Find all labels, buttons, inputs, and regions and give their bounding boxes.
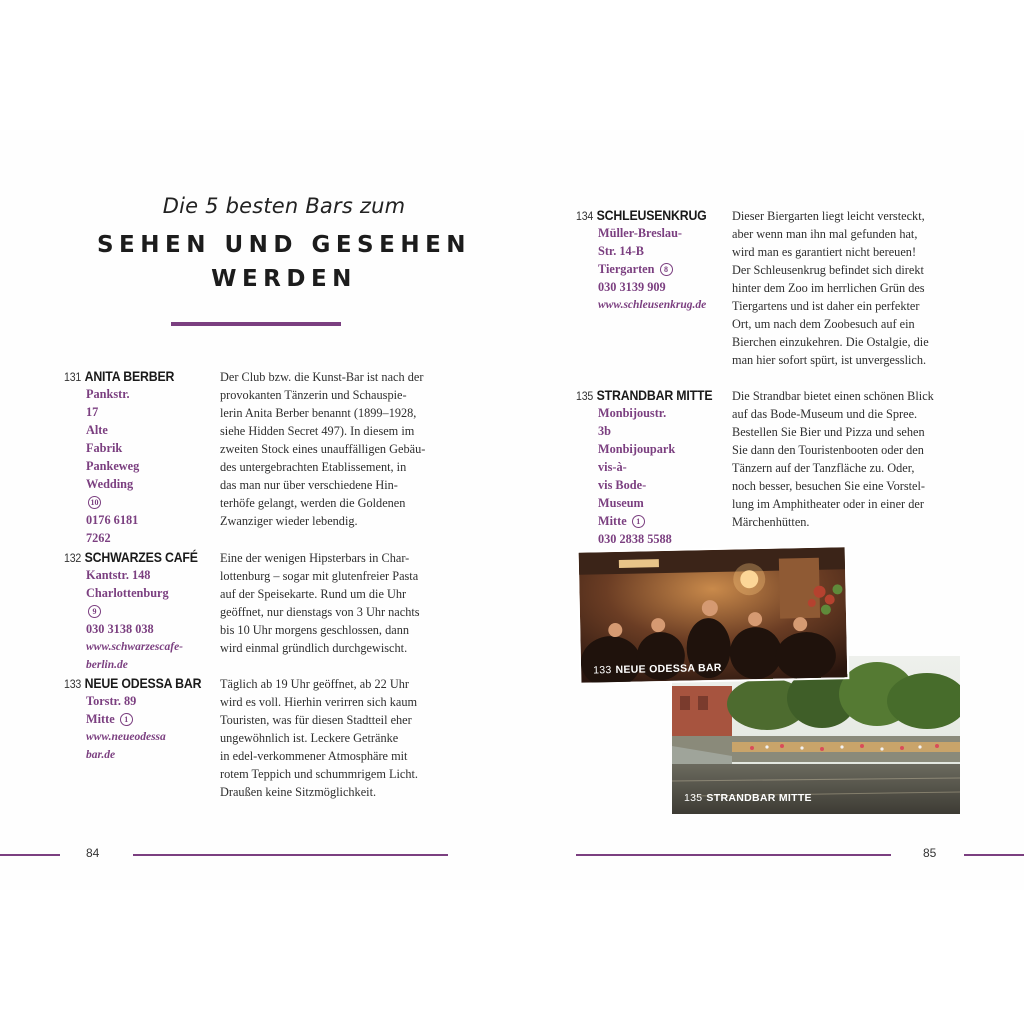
district: Tiergarten xyxy=(598,262,655,276)
heading-title-line: WERDEN xyxy=(211,266,357,292)
entry-name: SCHLEUSENKRUG xyxy=(596,207,707,223)
phone: 030 3139 909 xyxy=(598,280,666,294)
entry-address xyxy=(86,385,139,547)
district-map-marker: 10 xyxy=(88,496,101,509)
description-line: Täglich ab 19 Uhr geöffnet, ab 22 Uhr xyxy=(220,677,409,691)
entry-heading xyxy=(64,368,174,384)
entry-description xyxy=(220,368,460,530)
website-link[interactable]: bar.de xyxy=(86,749,116,761)
description-line: Sie dann den Touristenbooten oder den xyxy=(732,443,924,457)
left-page xyxy=(0,130,512,890)
district-line xyxy=(86,710,166,728)
description-line: bis 10 Uhr morgens geschlossen, dann xyxy=(220,623,409,637)
district: Mitte xyxy=(86,712,115,726)
description-line: Ort, um nach dem Zoobesuch auf ein xyxy=(732,317,915,331)
entry-address xyxy=(86,566,183,674)
description-line: Draußen keine Sitzmöglichkeit. xyxy=(220,785,377,799)
entry-number: 132 xyxy=(64,551,82,565)
description-line: auf der Speisekarte. Rund um die Uhr xyxy=(220,587,407,601)
footer-rule xyxy=(133,854,448,856)
entry-description xyxy=(220,549,460,657)
right-page xyxy=(512,130,1024,890)
address-line: vis Bode-Museum xyxy=(598,478,647,510)
caption-label: STRANDBAR MITTE xyxy=(706,792,812,804)
caption-number: 135 xyxy=(684,792,703,804)
district-line xyxy=(86,584,183,620)
description-line: Eine der wenigen Hipsterbars in Char- xyxy=(220,551,410,565)
description-line: Tiergartens und ist daher ein perfekter xyxy=(732,299,920,313)
entry-address xyxy=(598,224,706,314)
caption-label: NEUE ODESSA BAR xyxy=(615,661,722,677)
description-line: lottenburg – sogar mit glutenfreier Pasta xyxy=(220,569,419,583)
website-link[interactable]: berlin.de xyxy=(86,659,128,671)
district-line xyxy=(86,475,139,511)
heading-title xyxy=(60,228,508,296)
entry-description xyxy=(732,387,972,531)
entry-heading xyxy=(64,549,198,565)
description-line: wird man es garantiert nicht bereuen! xyxy=(732,245,917,259)
entry-name: NEUE ODESSA BAR xyxy=(84,675,202,691)
address-line: Str. 14-B xyxy=(598,244,645,258)
description-line: lung im Amphitheater oder in einer der xyxy=(732,497,924,511)
description-line: aber wenn man ihn mal gefunden hat, xyxy=(732,227,918,241)
phone: 0176 6181 7262 xyxy=(86,513,139,545)
heading-title-line: SEHEN UND GESEHEN xyxy=(96,232,472,258)
address-line: Monbijoustr. 3b xyxy=(598,406,667,438)
description-line: Tänzern auf der Tanzfläche zu. Oder, xyxy=(732,461,915,475)
entry-description xyxy=(732,207,972,369)
description-line: Bestellen Sie Bier und Pizza und sehen xyxy=(732,425,925,439)
entry-address xyxy=(86,692,166,764)
description-line: Die Strandbar bietet einen schönen Blick xyxy=(732,389,934,403)
book-spread xyxy=(0,130,1024,890)
district: Mitte xyxy=(598,514,627,528)
entry-name: STRANDBAR MITTE xyxy=(596,387,713,403)
address-line: Pankeweg xyxy=(86,459,140,473)
description-line: Touristen, was für diesen Stadtteil eher xyxy=(220,713,412,727)
description-line: ungewöhnlich ist. Leckere Getränke xyxy=(220,731,399,745)
description-line: lerin Anita Berber benannt (1899–1928, xyxy=(220,406,417,420)
address-line: Pankstr. 17 xyxy=(86,387,130,419)
description-line: geöffnet, nur dienstags von 3 Uhr nachts xyxy=(220,605,420,619)
district: Wedding xyxy=(86,477,134,491)
address-line: Alte Fabrik xyxy=(86,423,123,455)
photo-neue-odessa-bar xyxy=(579,547,848,683)
page-number-right: 85 xyxy=(923,846,937,860)
description-line: zweiten Stock eines unauffälligen Gebäu- xyxy=(220,442,426,456)
address-line: Monbijoupark vis-à- xyxy=(598,442,676,474)
entry-number: 131 xyxy=(64,370,82,384)
entry-heading xyxy=(576,387,712,403)
description-line: in edel-verkommener Atmosphäre mit xyxy=(220,749,408,763)
entry-name: SCHWARZES CAFÉ xyxy=(84,549,198,565)
description-line: auf das Bode-Museum und die Spree. xyxy=(732,407,918,421)
description-line: wird es voll. Hierhin verirren sich kaum xyxy=(220,695,418,709)
entry-heading xyxy=(64,675,201,691)
description-line: provokanten Tänzerin und Schauspie- xyxy=(220,388,407,402)
description-line: Zwanziger wieder lebendig. xyxy=(220,514,358,528)
website-link[interactable]: www.schwarzescafe- xyxy=(86,641,184,653)
heading-kicker: Die 5 besten Bars zum xyxy=(162,194,406,218)
description-line: Der Schleusenkrug befindet sich direkt xyxy=(732,263,924,277)
description-line: noch besser, besuchen Sie eine Vorstel- xyxy=(732,479,926,493)
entry-heading xyxy=(576,207,707,223)
caption-number: 133 xyxy=(593,664,612,677)
description-line: Der Club bzw. die Kunst-Bar ist nach der xyxy=(220,370,424,384)
description-line: das man nur über verschiedene Hin- xyxy=(220,478,398,492)
district-line xyxy=(598,512,675,530)
phone: 030 3138 038 xyxy=(86,622,154,636)
district-map-marker: 8 xyxy=(660,263,673,276)
address-line: Müller-Breslau- xyxy=(598,226,683,240)
description-line: Dieser Biergarten liegt leicht versteckt, xyxy=(732,209,925,223)
footer-rule xyxy=(0,854,60,856)
description-line: hinter dem Zoo im herrlichen Grün des xyxy=(732,281,925,295)
district-map-marker: 1 xyxy=(632,515,645,528)
entry-number: 134 xyxy=(576,209,594,223)
district-map-marker: 9 xyxy=(88,605,101,618)
website-link[interactable]: www.neueodessa xyxy=(86,731,166,743)
footer-rule xyxy=(964,854,1024,856)
entry-number: 133 xyxy=(64,677,82,691)
entry-description xyxy=(220,675,460,801)
description-line: wird einmal gründlich durchgewischt. xyxy=(220,641,408,655)
description-line: siehe Hidden Secret 497). In diesem im xyxy=(220,424,415,438)
footer-rule xyxy=(576,854,891,856)
district: Charlottenburg xyxy=(86,586,169,600)
entry-name: ANITA BERBER xyxy=(84,368,175,384)
website-link[interactable]: www.schleusenkrug.de xyxy=(598,299,707,311)
phone: 030 2838 5588 xyxy=(598,532,672,546)
description-line: Bierchen einzukehren. Die Ostalgie, die xyxy=(732,335,929,349)
description-line: terhöfe gelangt, werden die Goldenen xyxy=(220,496,406,510)
heading-rule xyxy=(171,322,341,326)
district-line xyxy=(598,260,706,278)
page-number-left: 84 xyxy=(86,846,100,860)
description-line: Märchenhütten. xyxy=(732,515,810,529)
address-line: Torstr. 89 xyxy=(86,694,137,708)
district-map-marker: 1 xyxy=(120,713,133,726)
description-line: des untergebrachten Etablissement, in xyxy=(220,460,407,474)
description-line: rotem Teppich und schummrigem Licht. xyxy=(220,767,419,781)
entry-number: 135 xyxy=(576,389,594,403)
address-line: Kantstr. 148 xyxy=(86,568,151,582)
description-line: man hier sofort spürt, ist unvergesslich. xyxy=(732,353,927,367)
photo-caption xyxy=(684,792,812,804)
